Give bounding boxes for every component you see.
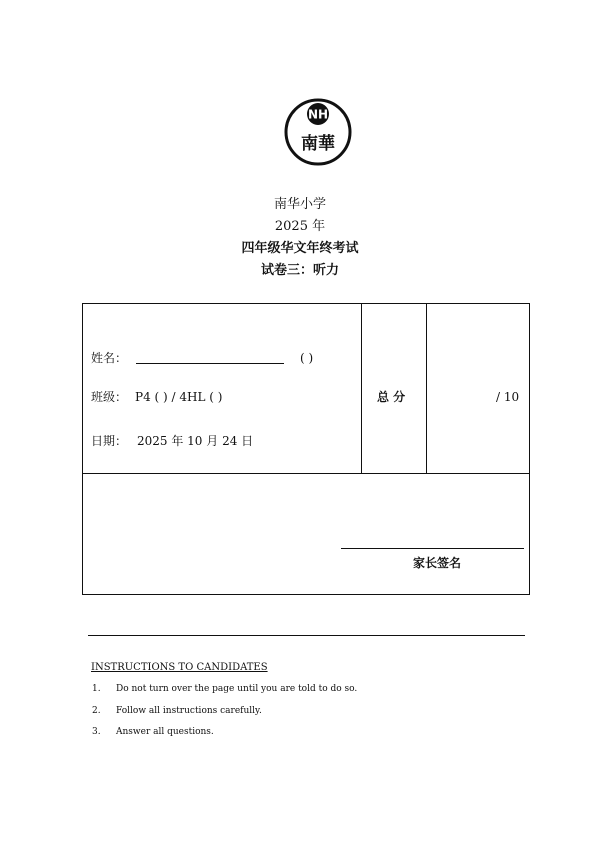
exam-year: 2025 年 [274, 219, 326, 234]
instruction-number: 2. [92, 706, 101, 716]
svg-text:NH: NH [307, 107, 329, 122]
instruction-text: Do not turn over the page until you are told to do so. [116, 684, 358, 694]
total-score-label: 总 分 [377, 390, 406, 404]
divider [361, 304, 362, 473]
parent-signature-line[interactable] [341, 548, 524, 549]
name-input-line[interactable] [136, 363, 284, 364]
instruction-number: 3. [92, 727, 101, 737]
class-value: P4 ( ) / 4HL ( ) [135, 390, 223, 404]
date-label: 日期： [91, 434, 128, 448]
parent-signature-label: 家长签名 [413, 556, 462, 570]
exam-title: 四年级华文年终考试 [241, 241, 359, 256]
instruction-number: 1. [92, 684, 101, 694]
school-name: 南华小学 [273, 197, 326, 212]
divider [83, 473, 529, 474]
svg-text:南華: 南華 [301, 134, 335, 154]
instruction-text: Follow all instructions carefully. [116, 706, 262, 716]
school-logo [283, 97, 353, 167]
score-value: / 10 [496, 390, 520, 404]
date-value: 2025 年 10 月 24 日 [137, 434, 254, 448]
class-label: 班级： [91, 390, 128, 404]
paper-title: 试卷三：听力 [260, 263, 339, 278]
instruction-text: Answer all questions. [116, 727, 214, 737]
student-info-box [82, 303, 530, 595]
divider [426, 304, 427, 473]
divider [88, 635, 525, 636]
index-bracket: ( ) [300, 351, 314, 365]
instructions-title: INSTRUCTIONS TO CANDIDATES [91, 662, 268, 673]
name-label: 姓名： [91, 351, 128, 365]
